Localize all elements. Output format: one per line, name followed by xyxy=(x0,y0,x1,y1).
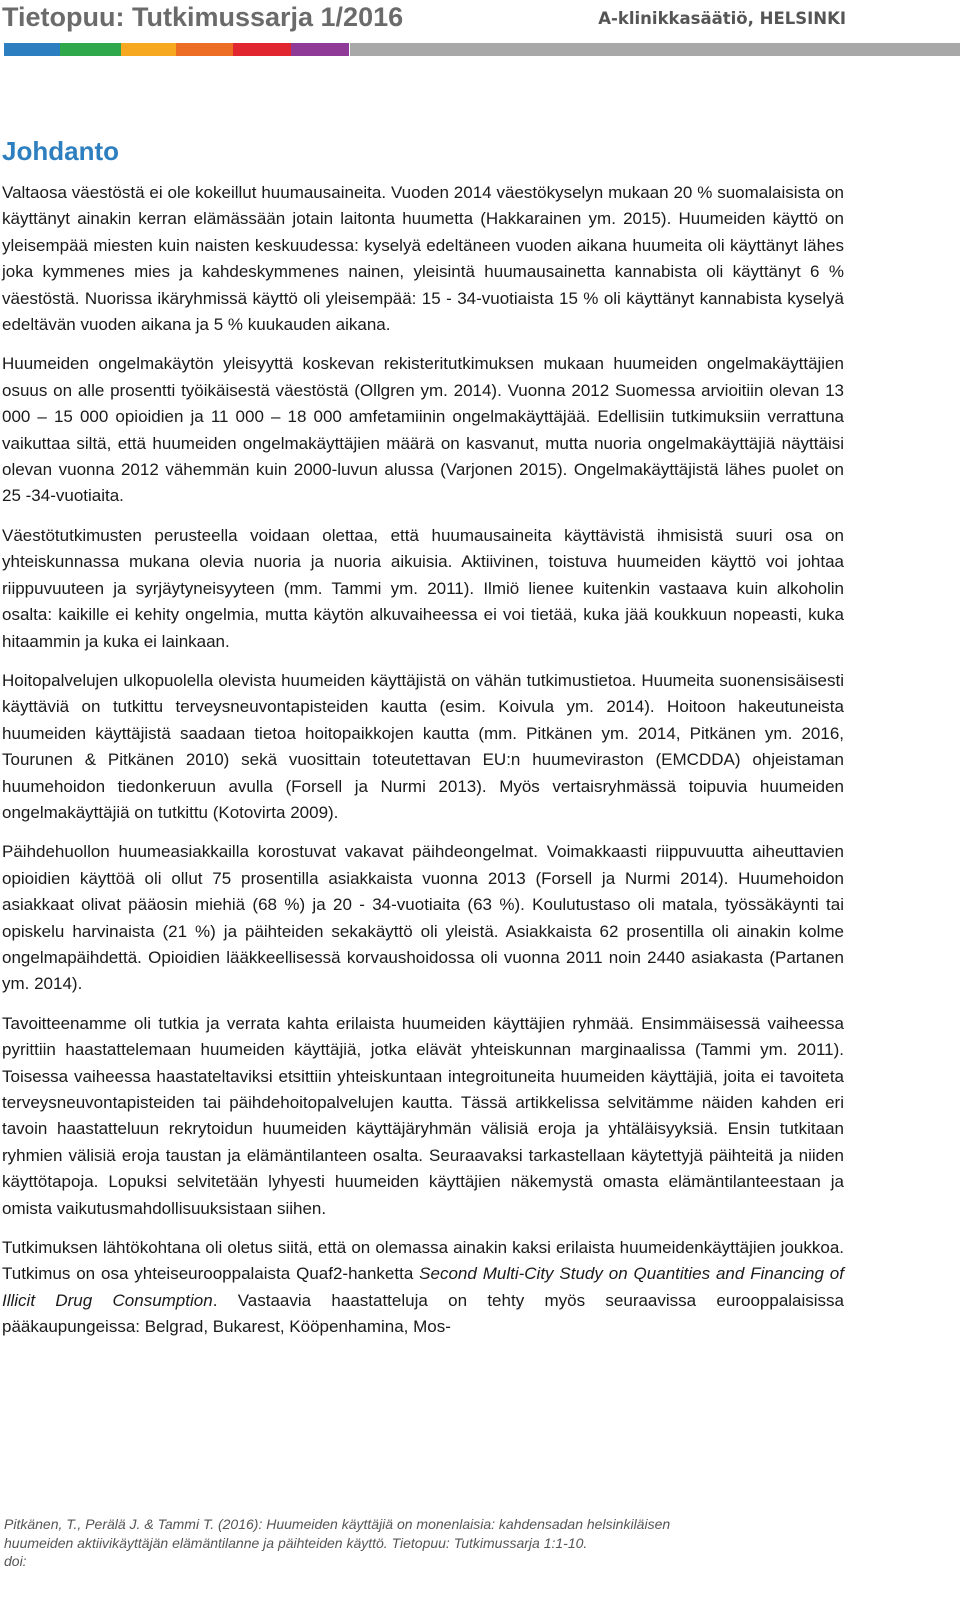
paragraph-4: Hoitopalvelujen ulkopuolella olevista huumeiden käyttäjistä on vähän tutkimustietoa. Huumeita suonensisäisesti käyttäviä on tutkittu terveysneuvontapisteiden kautta (esim. Koivula ym. 2014). Hoitoon hakeutuneista huumeiden käyttäjistä saadaan tietoa hoitopaikkojen kautta (mm. Pitkänen ym. 2014, Pitkänen ym. 2016, Tourunen & Pitkänen 2010) sekä vuosittain toteutettavan EU:n huumeviraston (EMCDDA) ohjeistaman huumehoidon tiedonkeruun avulla (Forsell ja Nurmi 2013). Myös vertaisryhmässä toipuvia huumeiden ongelmakäyttäjiä on tutkittu (Kotovirta 2009). xyxy=(2,670,844,822)
paragraph-7-end: . Vastaavia haastatteluja on tehty myös seuraavissa eurooppalaisissa pääkaupungeissa: Belgrad, Bukarest, Kööpenhamina, Mos- xyxy=(2,1290,845,1337)
header-gray-rule xyxy=(350,43,960,56)
paragraph-2: Huumeiden ongelmakäytön yleisyyttä koskevan rekisteritutkimuksen mukaan huumeiden ongelmakäyttäjien osuus on alle prosentti työikäisestä väestöstä (Ollgren ym. 2014). Vuonna 2012 Suomessa arvioitiin olevan 13 000 – 15 000 opioidien ja 11 000 – 18 000 amfetamiinin ongelmakäyttäjää. Edellisiin tutkimuksiin verrattuna vaikuttaa siltä, että huumeiden ongelmakäyttäjien määrä on kasvanut, mutta nuoria ongelmakäyttäjiä näyttäisi olevan vuonna 2012 vähemmän kuin 2000-luvun alussa (Varjonen 2015). Ongelmakäyttäjistä lähes puolet on 25 -34-vuotiaita. xyxy=(2,354,844,506)
header-color-bar xyxy=(4,43,349,56)
color-segment-4 xyxy=(176,43,233,56)
color-segment-1 xyxy=(4,43,60,56)
citation-footer xyxy=(4,1515,904,1571)
citation-line-1: Pitkänen, T., Perälä J. & Tammi T. (2016): Huumeiden käyttäjiä on monenlaisia: kahdensadan helsinkiläisen xyxy=(4,1516,671,1532)
section-heading: Johdanto xyxy=(2,136,119,166)
page-header xyxy=(0,0,960,58)
paragraph-6: Tavoitteenamme oli tutkia ja verrata kahta erilaista huumeiden käyttäjien ryhmää. Ensimmäisessä vaiheessa pyrittiin haastattelemaan huumeiden käyttäjiä, jotka elävät yhteiskunnan marginaalissa (Tammi ym. 2011). Toisessa vaiheessa haastateltaviksi etsittiin yhteiskuntaan integroituneita huumeiden käyttäjiä, joita ei tavoiteta terveysneuvontapisteiden tai päihdehoitopalvelujen kautta. Tässä artikkelissa selvitämme näiden kahden eri tavoin haastatteluun rekrytoidun huumeiden käyttäjäryhmän välisiä eroja ja yhtäläisyyksiä. Ensin tutkitaan ryhmien välisiä eroja taustan ja elämäntilanteen osalta. Seuraavaksi tarkastellaan käytettyjä päihteitä ja niiden käyttötapoja. Lopuksi selvitetään lyhyesti huumeiden käyttäjien näkemystä omasta elämäntilanteestaan ja omista vaikutusmahdollisuuksistaan siihen. xyxy=(2,1013,844,1218)
series-title: Tietopuu: Tutkimussarja 1/2016 xyxy=(2,2,404,32)
citation-doi: doi: xyxy=(4,1553,27,1569)
color-segment-2 xyxy=(60,43,121,56)
project-title: Second Multi-City Study on Quantities and Financing of Illicit Drug Consumption xyxy=(2,1264,844,1310)
paragraph-1: Valtaosa väestöstä ei ole kokeillut huumausaineita. Vuoden 2014 väestökyselyn mukaan 20 % suomalaisista on käyttänyt ainakin kerran elämässään jotain laitonta huumetta (Hakkarainen ym. 2015). Huumeiden käyttö on yleisempää miesten kuin naisten keskuudessa: kyselyä edeltäneen vuoden aikana huumeita oli käyttänyt lähes joka kymmenes mies ja kahdeskymmenes nainen, yleisintä huumausainetta kannabista oli käyttänyt 6 % väestöstä. Nuorissa ikäryhmissä käyttö oli yleisempää: 15 - 34-vuotiaista 15 % oli käyttänyt kannabista kyselyä edeltävän vuoden aikana ja 5 % kuukauden aikana. xyxy=(2,183,844,335)
paragraph-3: Väestötutkimusten perusteella voidaan olettaa, että huumausaineita käyttävistä ihmisistä suuri osa on yhteiskunnassa mukana olevia nuoria ja nuoria aikuisia. Aktiivinen, toistuva huumeiden käyttö voi johtaa riippuvuuteen ja syrjäytyneisyyteen (mm. Tammi ym. 2011). Ilmiö lienee kuitenkin vastaava kuin alkoholin osalta: kaikille ei kehity ongelmia, mutta käytön alkuvaiheessa ei voi tietää, kuka jää koukkuun nopeasti, kuka hitaammin ja kuka ei lainkaan. xyxy=(2,525,844,651)
citation-line-2: huumeiden aktiivikäyttäjän elämäntilanne ja päihteiden käyttö. Tietopuu: Tutkimussarja 1:1-10. xyxy=(4,1534,588,1551)
color-segment-6 xyxy=(291,43,349,56)
color-segment-5 xyxy=(233,43,291,56)
organization-name: A-klinikkasäätiö, HELSINKI xyxy=(598,9,846,28)
color-segment-3 xyxy=(121,43,176,56)
paragraph-7-start: Tutkimuksen lähtökohtana oli oletus siitä, että on olemassa ainakin kaksi erilaista huumeidenkäyttäjien joukkoa. Tutkimus on osa yhteiseurooppalaista Quaf2-hanketta xyxy=(2,1238,844,1284)
body-text xyxy=(2,180,844,1354)
paragraph-5: Päihdehuollon huumeasiakkailla korostuvat vakavat päihdeongelmat. Voimakkaasti riippuvuutta aiheuttavien opioidien käyttöä oli ollut 75 prosentilla asiakkaista vuonna 2013 (Forsell ja Nurmi 2014). Huumehoidon asiakkaat olivat pääosin miehiä (68 %) ja 20 - 34-vuotiaita (63 %). Koulutustaso oli matala, työssäkäynti tai opiskelu harvinaista (21 %) ja päihteiden sekakäyttö oli yleistä. Asiakkaista 62 prosentilla oli ainakin kolme ongelmapäihdettä. Opioidien lääkkeellisessä korvaushoidossa oli vuonna 2011 noin 2440 asiakasta (Partanen ym. 2014). xyxy=(2,842,844,994)
paragraph-7 xyxy=(2,1235,844,1341)
